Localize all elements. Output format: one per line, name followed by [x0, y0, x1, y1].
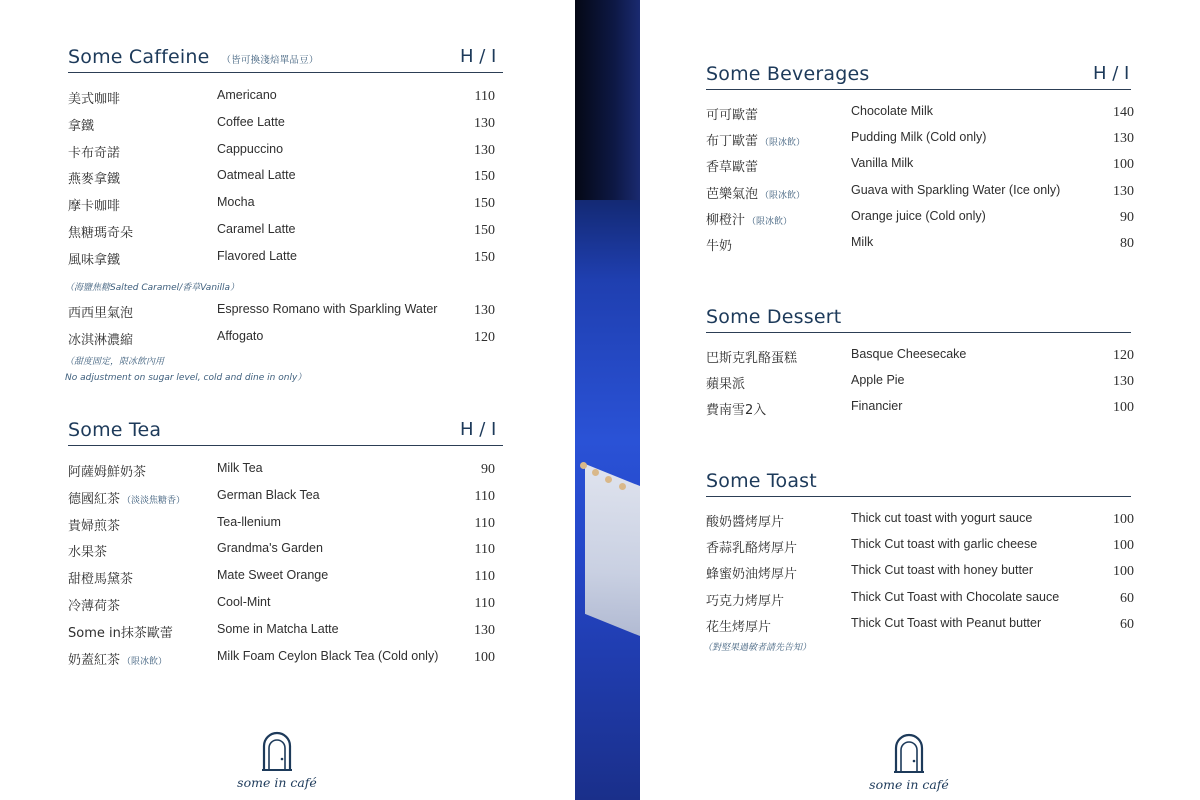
section-note: （海鹽焦糖Salted Caramel/香草Vanilla）: [65, 283, 240, 293]
menu-page-right: [640, 0, 1200, 800]
item-price: 60: [1120, 616, 1134, 632]
item-name-zh-text: 布丁歐蕾: [706, 134, 759, 150]
item-name-zh-text: 芭樂氣泡: [706, 186, 759, 202]
section-rule: [68, 72, 503, 73]
hot-ice-label: H / I: [460, 419, 497, 440]
item-name-zh-text: 花生烤厚片: [706, 619, 772, 635]
item-price: 130: [1113, 374, 1134, 390]
item-price: 110: [474, 569, 495, 585]
item-name-en: Some in Matcha Latte: [217, 621, 339, 636]
item-price: 90: [481, 462, 495, 477]
menu-item-row: [706, 183, 1134, 207]
section-title: Some Tea: [68, 419, 162, 441]
menu-item-row: [68, 142, 495, 166]
item-name-en: Thick cut toast with yogurt sauce: [851, 511, 1033, 525]
item-name-zh: [68, 568, 133, 587]
logo-text: some in café: [237, 775, 317, 790]
section-note: No adjustment on sugar level, cold and dine in only）: [65, 373, 307, 383]
item-price: 150: [474, 196, 495, 212]
item-name-zh: [68, 329, 133, 348]
item-name-en: Financier: [851, 399, 903, 414]
item-price: 120: [1113, 348, 1134, 363]
menu-item-row: [706, 563, 1134, 587]
item-name-zh-text: 酸奶醬烤厚片: [706, 515, 785, 530]
menu-item-row: [706, 590, 1134, 614]
logo-text: some in café: [869, 777, 949, 792]
menu-item-row: [68, 649, 495, 673]
menu-item-row: [68, 541, 495, 565]
menu-item-row: [68, 302, 495, 326]
item-name-en: Cool-Mint: [217, 595, 271, 609]
item-price: 110: [474, 488, 495, 504]
menu-item-row: [706, 511, 1134, 535]
section-title: Some Beverages: [706, 63, 870, 85]
item-price: 100: [1113, 538, 1134, 554]
menu-item-row: [706, 235, 1134, 259]
item-name-zh: [706, 511, 784, 530]
item-name-zh: [68, 595, 120, 614]
item-name-zh-text: 貴婦煎茶: [68, 518, 121, 534]
section-title: Some Caffeine （皆可換淺焙單品豆）: [68, 46, 319, 68]
item-name-zh: [68, 142, 120, 161]
item-name-zh-text: 費南雪2入: [706, 403, 767, 419]
hot-ice-label: H / I: [460, 46, 497, 67]
menu-item-row: [706, 347, 1134, 371]
section-rule: [706, 332, 1131, 333]
item-name-zh-text: 蜂蜜奶油烤厚片: [706, 567, 798, 583]
item-name-zh-text: Some in抹茶歐蕾: [68, 625, 173, 641]
item-name-zh-text: 焦糖瑪奇朵: [68, 226, 134, 241]
menu-item-row: [68, 115, 495, 139]
item-name-en: Orange juice (Cold only): [851, 208, 986, 223]
section-note: （對堅果過敏者請先告知）: [703, 643, 812, 653]
item-name-en: Guava with Sparkling Water (Ice only): [851, 182, 1061, 197]
item-name-zh: [68, 88, 120, 107]
item-price: 100: [1113, 400, 1134, 416]
item-name-en: Thick Cut Toast with Peanut butter: [851, 615, 1042, 630]
menu-item-row: [68, 515, 495, 539]
item-price: 100: [1113, 512, 1134, 527]
item-name-zh: [706, 537, 797, 556]
item-price: 110: [474, 89, 495, 104]
section-note: （皆可換淺焙單品豆）: [221, 55, 319, 66]
item-name-zh-text: 可可歐蕾: [706, 108, 759, 123]
item-price: 120: [474, 329, 495, 345]
item-name-zh-text: 卡布奇諾: [68, 145, 121, 161]
item-name-en: Caramel Latte: [217, 222, 296, 236]
menu-item-row: [68, 222, 495, 246]
item-name-en: Pudding Milk (Cold only): [851, 130, 987, 145]
photo-light-dot: [619, 483, 626, 490]
item-name-zh: [706, 130, 805, 149]
item-name-zh-text: 美式咖啡: [68, 92, 121, 107]
menu-item-row: [706, 104, 1134, 128]
item-price: 130: [474, 142, 495, 158]
item-name-en: Flavored Latte: [217, 248, 297, 263]
arched-door-icon: [260, 730, 294, 772]
item-name-zh: [68, 622, 173, 641]
item-name-zh: [706, 563, 797, 582]
cafe-logo: [222, 730, 332, 790]
item-name-zh: [706, 347, 797, 366]
item-name-en: Milk: [851, 235, 874, 249]
menu-item-row: [706, 373, 1134, 397]
item-name-zh-text: 牛奶: [706, 239, 733, 254]
item-price: 60: [1120, 590, 1134, 606]
photo-light-dot: [592, 469, 599, 476]
item-name-zh-text: 冷薄荷茶: [68, 599, 121, 614]
menu-item-row: [68, 622, 495, 646]
item-name-en: Vanilla Milk: [851, 156, 914, 171]
item-price: 130: [1113, 183, 1134, 199]
photo-plate: [585, 464, 640, 646]
menu-item-row: [68, 488, 495, 512]
item-name-en: Americano: [217, 88, 277, 102]
menu-page-left: [0, 0, 575, 800]
item-tag: （限冰飲）: [760, 138, 806, 149]
item-name-zh: [706, 183, 805, 202]
item-name-en: Milk Foam Ceylon Black Tea (Cold only): [217, 648, 439, 663]
background-photo-strip: [575, 0, 640, 800]
menu-item-row: [706, 209, 1134, 233]
section-title: Some Dessert: [706, 306, 842, 328]
item-name-zh: [706, 209, 792, 228]
item-name-zh: [68, 195, 120, 214]
item-price: 90: [1120, 209, 1134, 225]
item-name-en: Basque Cheesecake: [851, 347, 967, 361]
item-name-zh: [68, 488, 185, 507]
item-name-en: Thick Cut toast with garlic cheese: [851, 537, 1038, 552]
menu-item-row: [706, 156, 1134, 180]
photo-shadow: [575, 0, 640, 200]
item-name-zh-text: 巴斯克乳酪蛋糕: [706, 351, 798, 366]
menu-item-row: [68, 329, 495, 353]
menu-item-row: [68, 568, 495, 592]
arched-door-icon: [892, 732, 926, 774]
item-price: 100: [1113, 157, 1134, 173]
menu-item-row: [68, 195, 495, 219]
item-name-zh-text: 拿鐵: [68, 118, 95, 134]
item-name-zh: [68, 168, 120, 187]
item-name-zh: [706, 373, 745, 392]
section-rule: [706, 496, 1131, 497]
item-name-zh-text: 香草歐蕾: [706, 160, 759, 176]
item-name-zh-text: 摩卡咖啡: [68, 199, 121, 215]
item-name-zh: [706, 104, 758, 123]
menu-item-row: [68, 88, 495, 112]
item-name-en: Thick Cut toast with honey butter: [851, 563, 1034, 578]
item-price: 130: [474, 622, 495, 638]
item-price: 130: [474, 115, 495, 131]
menu-item-row: [706, 130, 1134, 154]
item-name-zh-text: 蘋果派: [706, 377, 746, 393]
item-name-zh: [68, 249, 120, 268]
section-rule: [706, 89, 1131, 90]
item-name-zh: [68, 461, 146, 480]
item-price: 100: [474, 649, 495, 665]
photo-light-dot: [605, 476, 612, 483]
item-name-zh: [68, 515, 120, 534]
item-name-zh: [68, 541, 107, 560]
item-price: 130: [474, 303, 495, 318]
item-name-zh: [706, 235, 732, 254]
item-name-zh-text: 甜橙馬黛茶: [68, 572, 134, 588]
item-tag: （限冰飲）: [122, 656, 168, 667]
item-name-en: Oatmeal Latte: [217, 168, 296, 183]
menu-item-row: [706, 537, 1134, 561]
item-name-zh-text: 冰淇淋濃縮: [68, 332, 134, 348]
section-note: （甜度固定，限冰飲內用: [65, 357, 165, 367]
item-name-en: Affogato: [217, 328, 264, 343]
menu-item-row: [706, 399, 1134, 423]
item-name-en: Apple Pie: [851, 373, 905, 388]
item-name-zh: [706, 399, 766, 418]
item-name-zh: [706, 156, 758, 175]
item-name-zh: [68, 222, 133, 241]
item-tag: （淡淡焦糖香）: [122, 495, 186, 506]
item-name-zh-text: 燕麥拿鐵: [68, 172, 121, 188]
item-price: 80: [1120, 236, 1134, 251]
hot-ice-label: H / I: [1093, 63, 1130, 84]
item-name-zh-text: 巧克力烤厚片: [706, 593, 785, 609]
item-name-en: Mate Sweet Orange: [217, 568, 329, 583]
item-name-en: Milk Tea: [217, 461, 263, 475]
item-name-en: Coffee Latte: [217, 114, 285, 129]
section-title: Some Toast: [706, 470, 817, 492]
menu-item-row: [68, 461, 495, 485]
item-name-zh-text: 阿薩姆鮮奶茶: [68, 465, 147, 480]
item-name-zh: [706, 616, 771, 635]
item-name-en: Cappuccino: [217, 141, 284, 156]
item-price: 110: [474, 515, 495, 531]
item-name-en: Thick Cut Toast with Chocolate sauce: [851, 589, 1060, 604]
photo-light-dot: [580, 462, 587, 469]
item-name-en: Espresso Romano with Sparkling Water: [217, 302, 438, 316]
item-price: 100: [1113, 564, 1134, 580]
item-name-en: Mocha: [217, 195, 255, 210]
item-name-en: Tea-llenium: [217, 514, 281, 529]
cafe-logo: [854, 732, 964, 792]
item-tag: （限冰飲）: [747, 216, 793, 227]
item-name-zh: [68, 302, 133, 321]
menu-item-row: [706, 616, 1134, 640]
menu-item-row: [68, 168, 495, 192]
item-name-en: German Black Tea: [217, 487, 320, 502]
item-name-zh-text: 德國紅茶: [68, 491, 121, 507]
item-price: 130: [1113, 131, 1134, 147]
item-name-zh: [68, 115, 94, 134]
item-name-zh: [706, 590, 784, 609]
item-name-zh-text: 西西里氣泡: [68, 306, 134, 321]
item-price: 110: [474, 596, 495, 611]
item-price: 150: [474, 169, 495, 185]
item-price: 110: [474, 542, 495, 558]
item-tag: （限冰飲）: [760, 190, 806, 201]
item-name-en: Chocolate Milk: [851, 104, 933, 118]
section-rule: [68, 445, 503, 446]
menu-item-row: [68, 595, 495, 619]
item-name-zh-text: 柳橙汁: [706, 212, 746, 228]
item-name-zh-text: 水果茶: [68, 545, 108, 561]
item-name-zh: [68, 649, 167, 668]
item-price: 150: [474, 223, 495, 238]
menu-item-row: [68, 249, 495, 273]
item-name-zh-text: 香蒜乳酪烤厚片: [706, 541, 798, 557]
item-name-en: Grandma's Garden: [217, 541, 323, 556]
item-name-zh-text: 奶蓋紅茶: [68, 652, 121, 668]
item-name-zh-text: 風味拿鐵: [68, 252, 121, 268]
item-price: 150: [474, 249, 495, 265]
item-price: 140: [1113, 105, 1134, 120]
